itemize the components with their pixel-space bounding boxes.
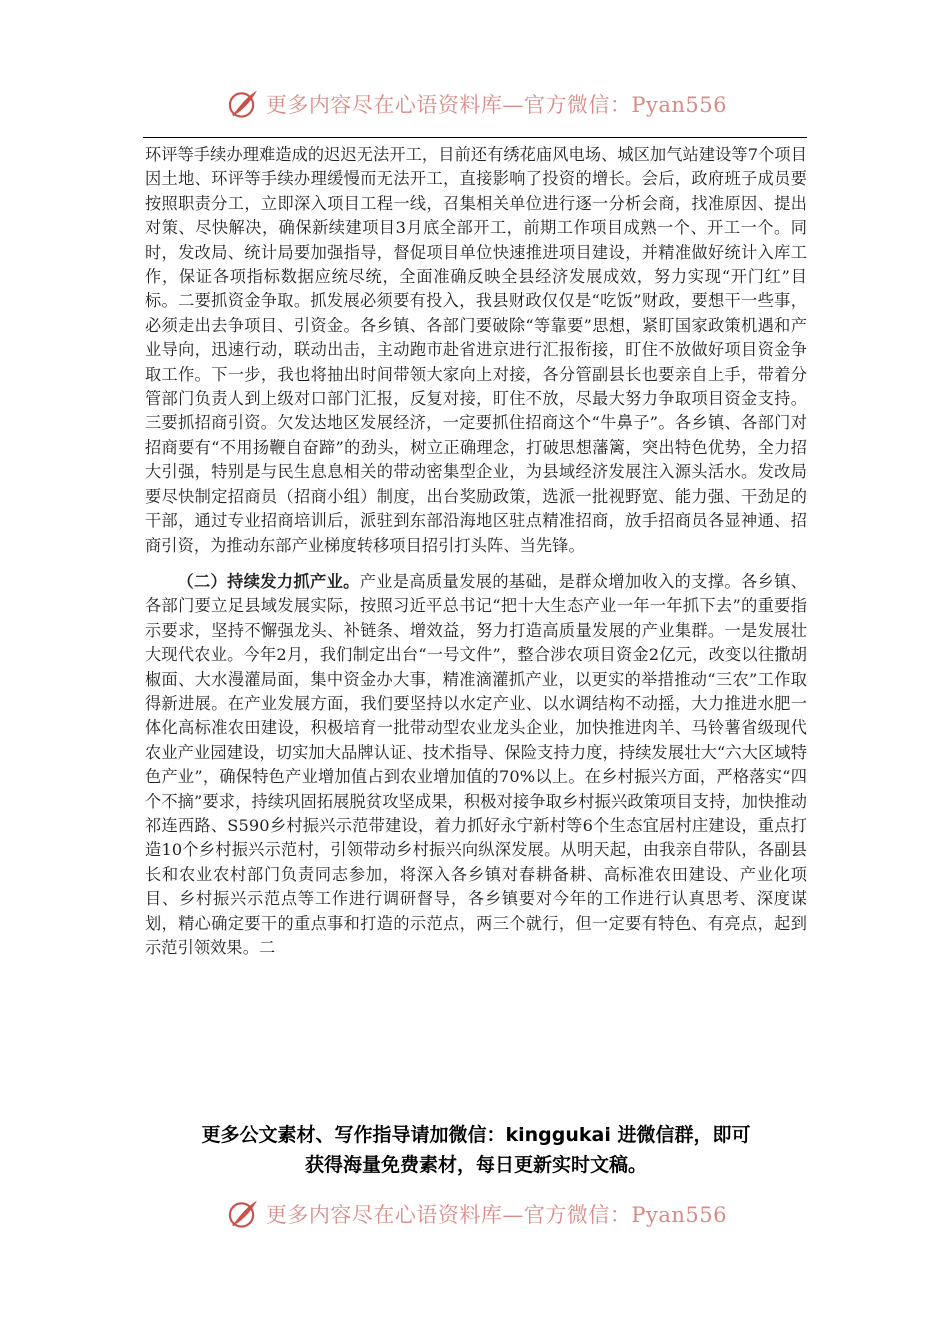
paragraph-2 <box>145 570 807 961</box>
promo-line-2: 获得海量免费素材，每日更新实时文稿。 <box>304 1154 647 1176</box>
header-divider <box>143 137 807 138</box>
promo-line-1: 更多公文素材、写作指导请加微信：kinggukai 进微信群，即可 <box>201 1124 751 1146</box>
header-logo <box>227 86 727 122</box>
quill-logo-icon <box>227 1197 260 1231</box>
footer-logo-text: 更多内容尽在心语资料库—官方微信：Pyan556 <box>265 1203 727 1227</box>
header-logo-text: 更多内容尽在心语资料库—官方微信：Pyan556 <box>265 93 727 117</box>
paragraph-2-text: 产业是高质量发展的基础，是群众增加收入的支撑。各乡镇、各部门要立足县域发展实际，按照习近平总书记“把十大生态产业一年一年抓下去”的重要指示要求，坚持不懈强龙头、补链条、增效益，努力打造高质量发展的产业集群。一是发展壮大现代农业。今年2月，我们制定出台“一号文件”，整合涉农项目资金2亿元，改变以往撒胡椒面、大水漫灌局面，集中资金办大事，精准滴灌抓产业，以更实的举措推动“三农”工作取得新进展。在产业发展方面，我们要坚持以水定产业、以水调结构不动摇，大力推进水肥一体化高标准农田建设，积极培育一批带动型农业龙头企业，加快推进肉羊、马铃薯省级现代农业产业园建设，切实加大品牌认证、技术指导、保险支持力度，持续发展壮大“六大区域特色产业”，确保特色产业增加值占到农业增加值的70%以上。在乡村振兴方面，严格落实“四个不摘”要求，持续巩固拓展脱贫攻坚成果，积极对接争取乡村振兴政策项目支持，加快推动祁连西路、S590乡村振兴示范带建设，着力抓好永宁新村等6个生态宜居村庄建设，重点打造10个乡村振兴示范村，引领带动乡村振兴向纵深发展。从明天起，由我亲自带队，各副县长和农业农村部门负责同志参加，将深入各乡镇对春耕备耕、高标准农田建设、产业化项目、乡村振兴示范点等工作进行调研督导，各乡镇要对今年的工作进行认真思考、深度谋划，精心确定要干的重点事和打造的示范点，两三个就行，但一定要有特色、有亮点，起到示范引领效果。二 <box>145 571 807 957</box>
document-body <box>145 143 807 960</box>
quill-logo-icon <box>227 87 260 121</box>
footer-logo <box>227 1196 727 1232</box>
section-heading: （二）持续发力抓产业。 <box>177 571 360 591</box>
paragraph-1: 环评等手续办理难造成的迟迟无法开工，目前还有绣花庙风电场、城区加气站建设等7个项目因土地、环评等手续办理缓慢而无法开工，直接影响了投资的增长。会后，政府班子成员要按照职责分工，立即深入项目工程一线，召集相关单位进行逐一分析会商，找准原因、提出对策、尽快解决，确保新续建项目3月底全部开工，前期工作项目成熟一个、开工一个。同时，发改局、统计局要加强指导，督促项目单位快速推进项目建设，并精准做好统计入库工作，保证各项指标数据应统尽统，全面准确反映全县经济发展成效，努力实现“开门红”目标。二要抓资金争取。抓发展必须要有投入，我县财政仅仅是“吃饭”财政，要想干一些事，必须走出去争项目、引资金。各乡镇、各部门要破除“等靠要”思想，紧盯国家政策机遇和产业导向，迅速行动，联动出击，主动跑市赴省进京进行汇报衔接，盯住不放做好项目资金争取工作。下一步，我也将抽出时间带领大家向上对接，各分管副县长也要亲自上手，带着分管部门负责人到上级对口部门汇报，反复对接，盯住不放，尽最大努力争取项目资金支持。三要抓招商引资。欠发达地区发展经济，一定要抓住招商这个“牛鼻子”。各乡镇、各部门对招商要有“不用扬鞭自奋蹄”的劲头，树立正确理念，打破思想藩篱，突出特色优势，全力招大引强，特别是与民生息息相关的带动密集型企业，为县域经济发展注入源头活水。发改局要尽快制定招商员（招商小组）制度，出台奖励政策，选派一批视野宽、能力强、干劲足的干部，通过专业招商培训后，派驻到东部沿海地区驻点精准招商，放手招商员各显神通、招商引资，为推动东部产业梯度转移项目招引打头阵、当先锋。 <box>145 145 807 555</box>
promo-notice <box>145 1120 807 1180</box>
